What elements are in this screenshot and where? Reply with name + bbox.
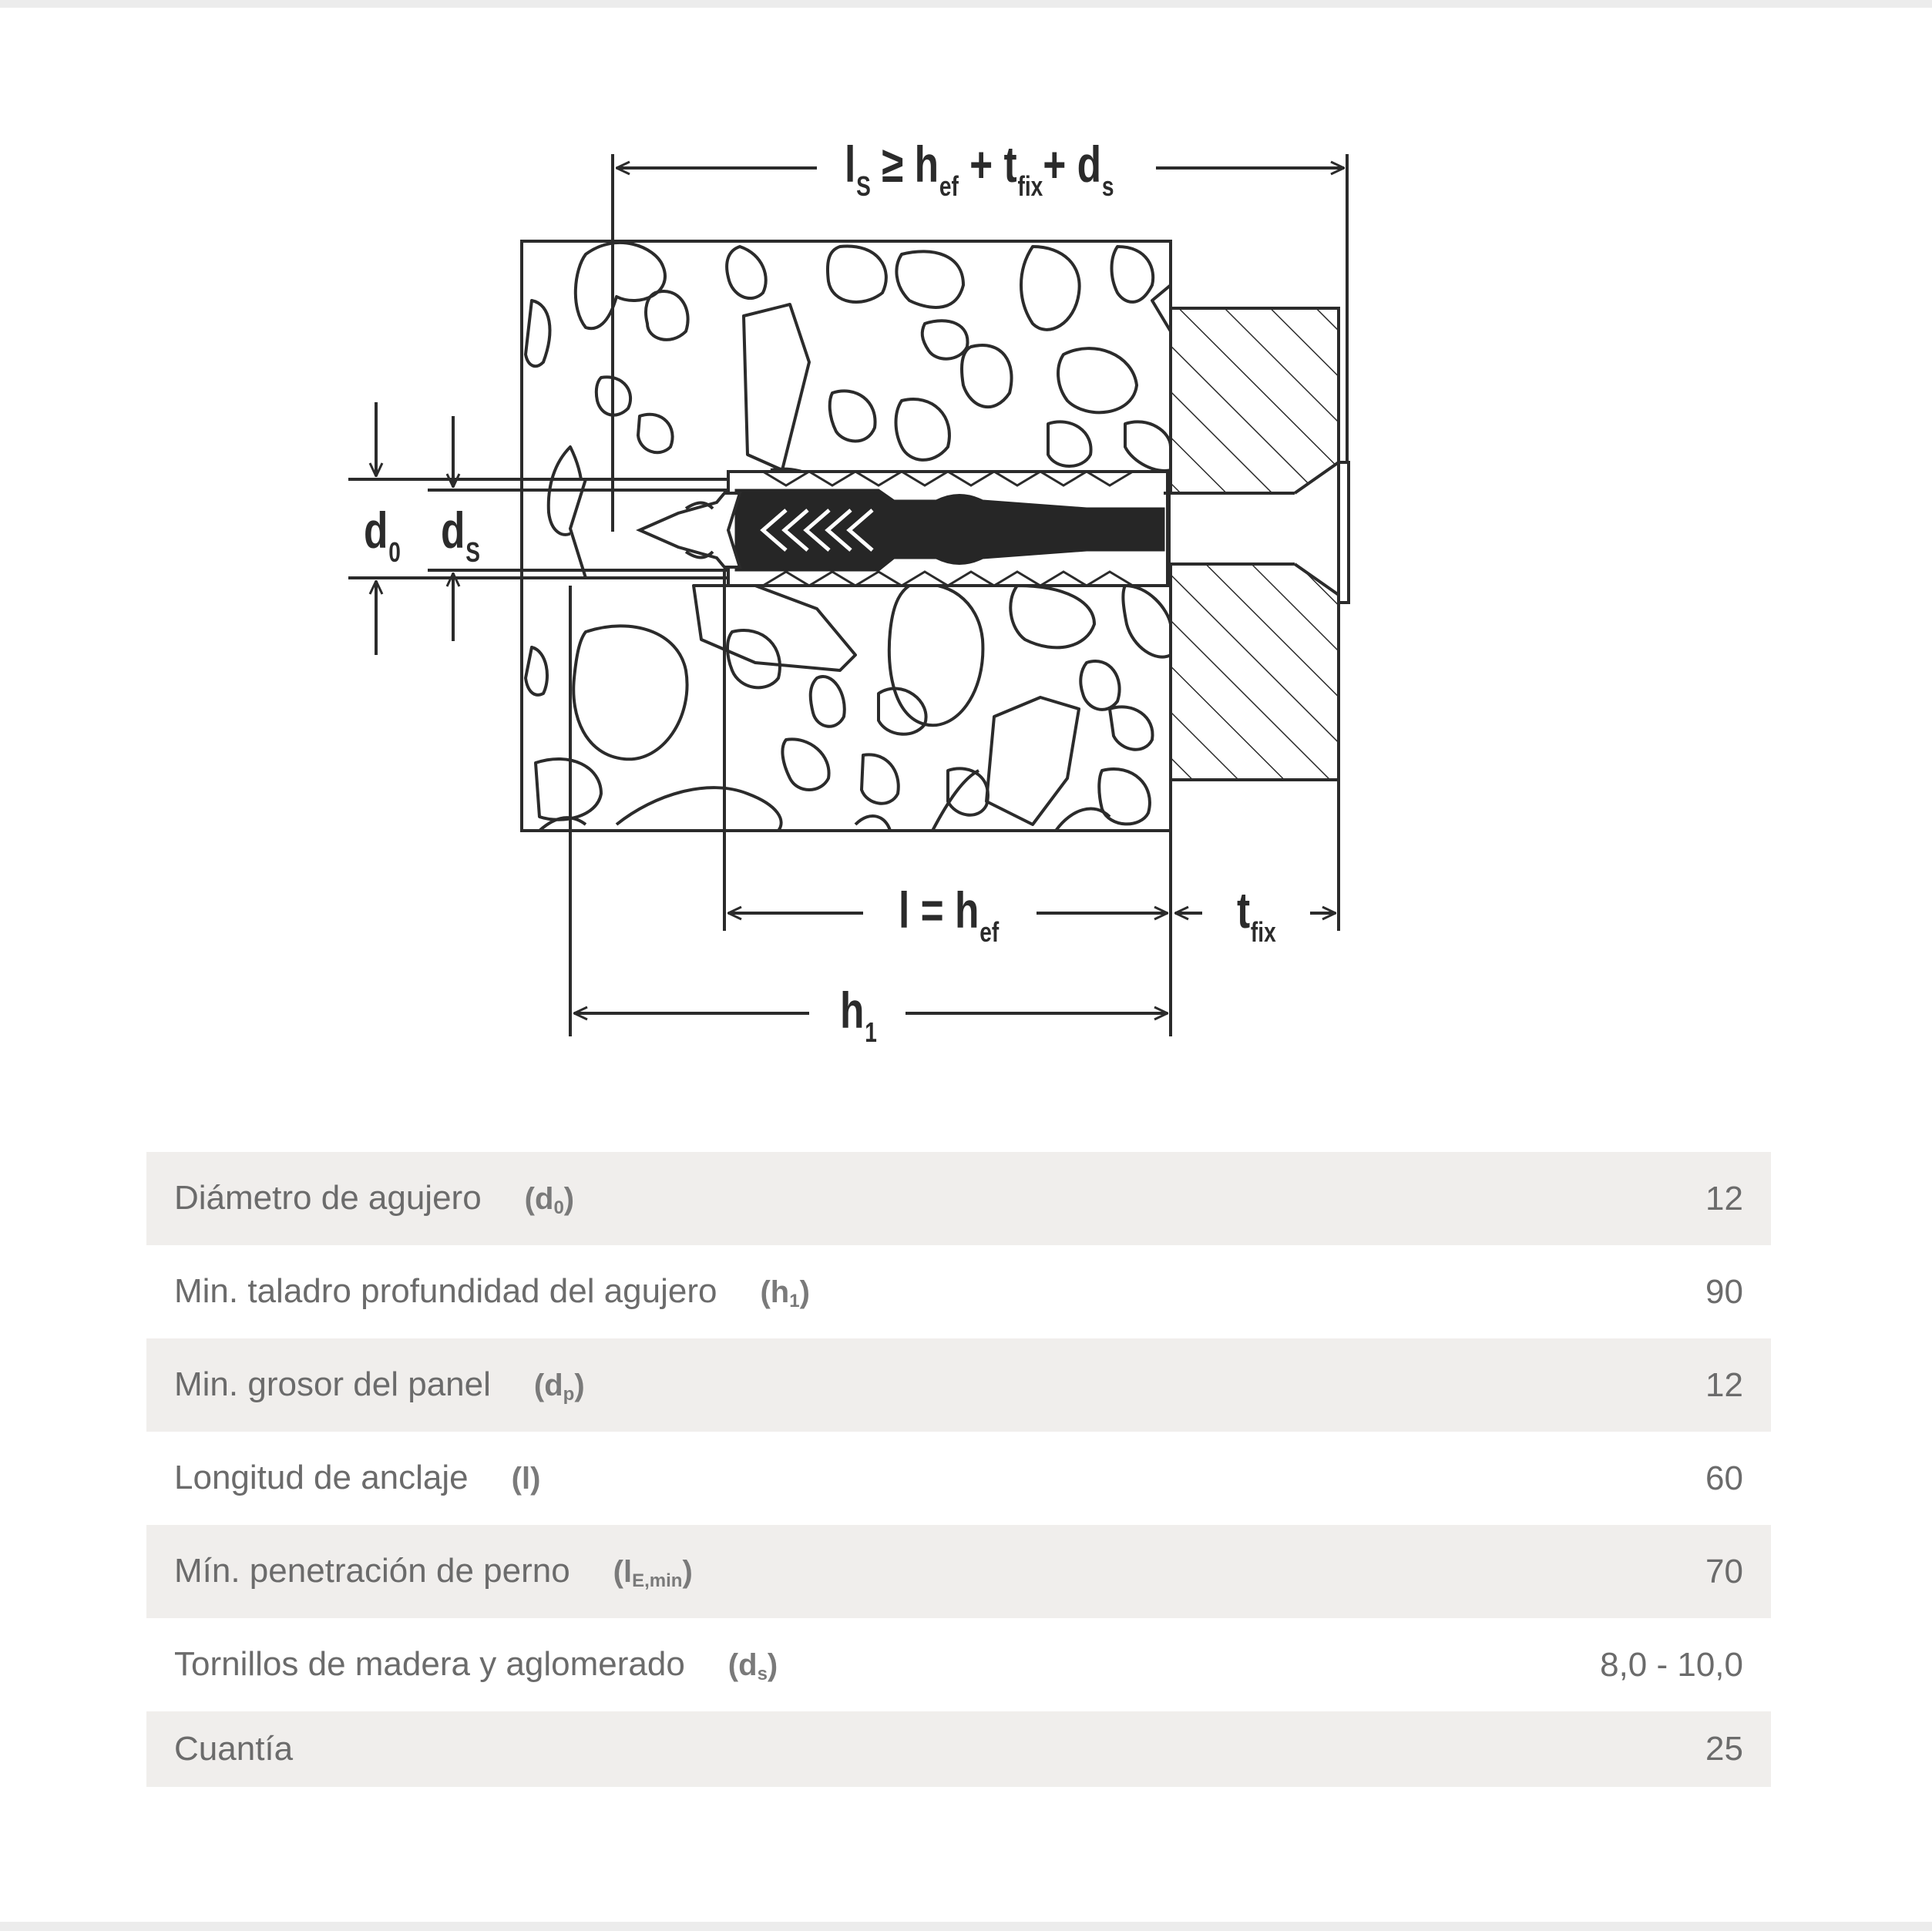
- fixture-plate: [1171, 308, 1349, 780]
- spec-symbol: (lE,min): [613, 1554, 693, 1591]
- spec-symbol: (l): [511, 1461, 541, 1496]
- spec-row-bolt-penetration: [146, 1525, 1771, 1618]
- spec-value: 70: [1705, 1552, 1743, 1590]
- spec-symbol: (d0): [524, 1181, 575, 1218]
- spec-symbol: (ds): [727, 1647, 778, 1684]
- label-d0: d0: [364, 502, 401, 568]
- spec-value: 90: [1705, 1272, 1743, 1311]
- spec-row-screws: [146, 1618, 1771, 1711]
- spec-label: Longitud de anclaje: [174, 1458, 469, 1496]
- spec-label: Mín. penetración de perno: [174, 1551, 570, 1590]
- spec-row-hole-diameter: [146, 1152, 1771, 1245]
- spec-row-anchor-length: [146, 1432, 1771, 1525]
- spec-value: 60: [1705, 1459, 1743, 1497]
- spec-value: 8,0 - 10,0: [1600, 1645, 1743, 1684]
- spec-symbol: (dp): [533, 1368, 585, 1405]
- spec-label: Min. taladro profundidad del agujero: [174, 1271, 717, 1310]
- label-ls-formula: lS ≥ hef + tfix+ ds: [845, 136, 1114, 202]
- label-h1: h1: [840, 982, 877, 1048]
- spec-label: Tornillos de madera y aglomerado: [174, 1644, 685, 1683]
- label-l-hef: l = hef: [899, 882, 1000, 948]
- spec-row-quantity: [146, 1711, 1771, 1787]
- spec-row-drill-depth: [146, 1245, 1771, 1338]
- spec-value: 25: [1705, 1730, 1743, 1768]
- spec-value: 12: [1705, 1365, 1743, 1404]
- spec-label: Diámetro de agujero: [174, 1178, 482, 1217]
- label-tfix: tfix: [1237, 882, 1276, 948]
- bottom-border: [0, 1922, 1932, 1931]
- spec-symbol: (h1): [760, 1274, 810, 1311]
- spec-label: Cuantía: [174, 1730, 294, 1768]
- spec-row-panel-thickness: [146, 1338, 1771, 1432]
- spec-value: 12: [1705, 1179, 1743, 1217]
- spec-table: [146, 1152, 1771, 1787]
- label-ds: dS: [441, 502, 480, 568]
- spec-label: Min. grosor del panel: [174, 1365, 491, 1403]
